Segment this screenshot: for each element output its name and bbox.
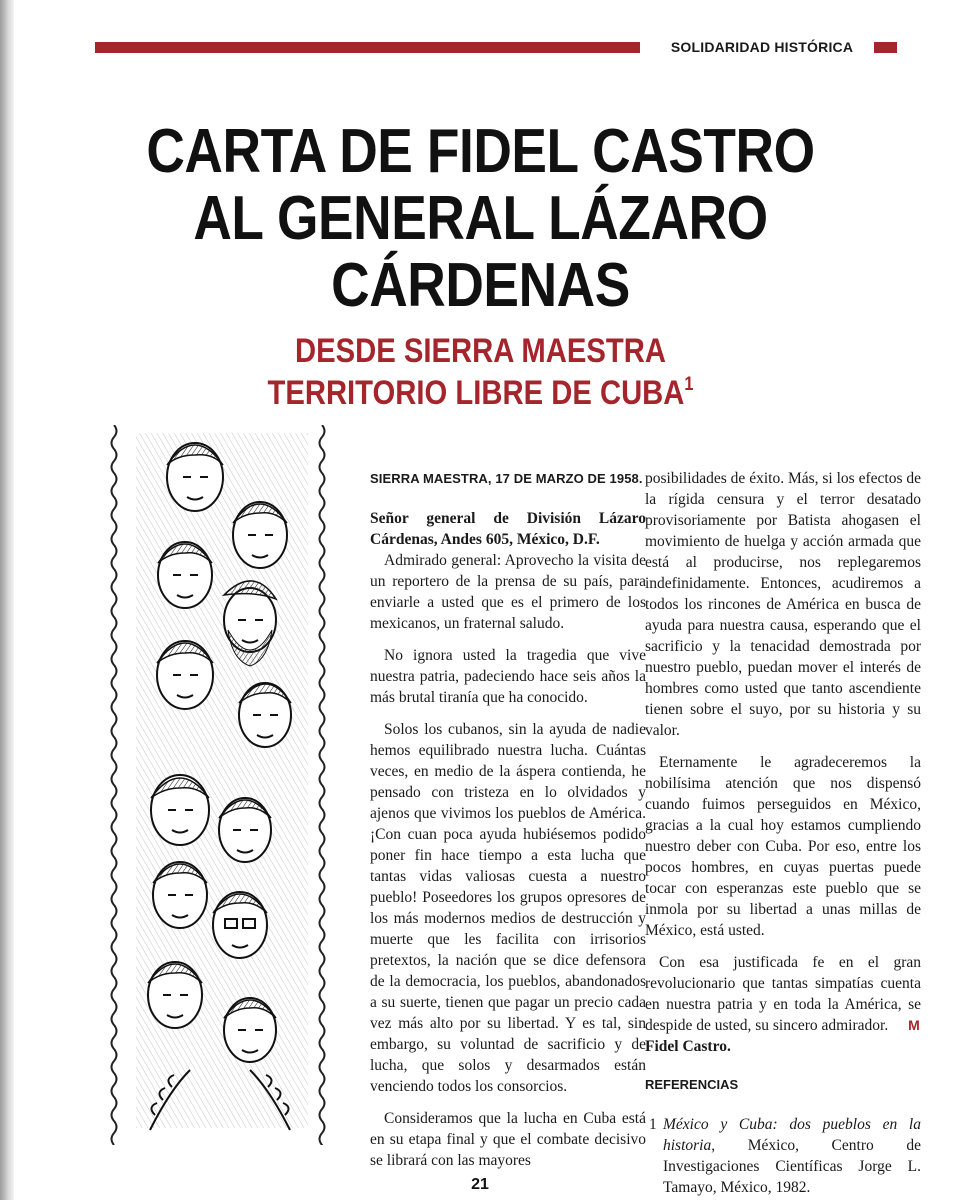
paragraph-6 (645, 952, 921, 1057)
portraits-illustration (100, 425, 335, 1145)
section-header (95, 39, 897, 56)
signature: Fidel Castro. (645, 1038, 731, 1055)
end-mark-icon: M (908, 1017, 920, 1033)
page-binding-shadow (0, 0, 14, 1200)
dateline: SIERRA MAESTRA, 17 DE MARZO DE 1958. (370, 471, 643, 486)
paragraph-4-continued: posibilidades de éxito. Más, si los efectos de la rígida censura y el terror desatado provisoriamente por Batista ahogasen el movimiento de huelga y acción armada que está al producirse, nos replegaremos indefinidamente. Entonces, acudiremos a todos los rincones de América en busca de ayuda para nuestra causa, esperando que el sacrificio y la tenacidad demostrada por nuestro pueblo, puedan mover el interés de hombres como usted que tanto ascendiente tienen sobre el suyo, por su historia y su valor. (645, 470, 921, 739)
article-title (119, 118, 842, 319)
title-line-2: AL GENERAL LÁZARO (193, 184, 768, 253)
header-rule-right (874, 42, 897, 53)
paragraph-1: Admirado general: Aprovecho la visita de un reportero de la prensa de su país, para enviarle a usted que es el primero de los mexicanos, un fraternal saludo. (370, 552, 646, 632)
article-subtitle (119, 330, 842, 414)
header-rule-left (95, 42, 640, 53)
text-column-2 (645, 468, 921, 1198)
section-label: SOLIDARIDAD HISTÓRICA (670, 39, 854, 55)
portraits-engraving-image (100, 425, 335, 1145)
footnote-marker: 1 (684, 374, 694, 395)
title-line-1: CARTA DE FIDEL CASTRO (146, 117, 815, 186)
closing-text: Con esa justificada fe en el gran revolucionario que tantas simpatías cuenta en nuestra patria y en toda la América, se despide de usted, su sincero admirador. (645, 954, 921, 1034)
paragraph-5: Eternamente le agradeceremos la nobilísima atención que nos dispensó cuando fuimos perseguidos en México, gracias a la cual hoy estamos cumpliendo nuestro deber con Cuba. Por eso, entre los pocos hombres, en cuyas puertas puede tocar con esperanzas este pueblo que se inmola por su libertad a unas millas de México, está usted. (645, 754, 921, 939)
reference-item (645, 1114, 921, 1198)
subtitle-line-1: DESDE SIERRA MAESTRA (295, 332, 666, 370)
paragraph-3: Solos los cubanos, sin la ayuda de nadie hemos equilibrado nuestra lucha. Cuántas veces, en medio de la áspera contienda, he pensado con tristeza en lo olvidados y ajenos que vivimos los pueblos de América. ¡Con cuan poca ayuda hubiésemos podido poner fin hace tiempo a esta lucha que tantas vidas valiosas cuesta a nuestro pueblo! Poseedores los grupos opresores de los más modernos medios de destrucción y muerte que les facilita con irrisorios pretextos, la nación que se dice defensora de la democracia, los pueblos, abandonados a su suerte, tienen que pagar un precio cada vez más alto por su libertad. Y es tal, sin embargo, su voluntad de sacrificio y de lucha, que solos y desarmados están venciendo todos los consorcios. (370, 721, 646, 1095)
reference-title: México y Cuba: dos pueblos en la historia (663, 1116, 921, 1154)
reference-details: , México, Centro de Investigaciones Científicas Jorge L. Tamayo, México, 1982. (663, 1137, 921, 1196)
title-line-3: CÁRDENAS (331, 251, 630, 320)
page-number: 21 (471, 1176, 489, 1193)
references-heading: REFERENCIAS (645, 1077, 739, 1092)
addressee: Señor general de División Lázaro Cárdenas, Andes 605, México, D.F. (370, 510, 646, 548)
paragraph-2: No ignora usted la tragedia que vive nuestra patria, padeciendo hace seis años la más brutal tiranía que ha conocido. (370, 647, 646, 706)
text-column-1 (370, 468, 646, 1182)
reference-number: 1 (649, 1116, 657, 1133)
paragraph-4-part: Consideramos que la lucha en Cuba está en su etapa final y que el combate decisivo se librará con las mayores (370, 1110, 646, 1169)
subtitle-line-2: TERRITORIO LIBRE DE CUBA (267, 374, 685, 412)
